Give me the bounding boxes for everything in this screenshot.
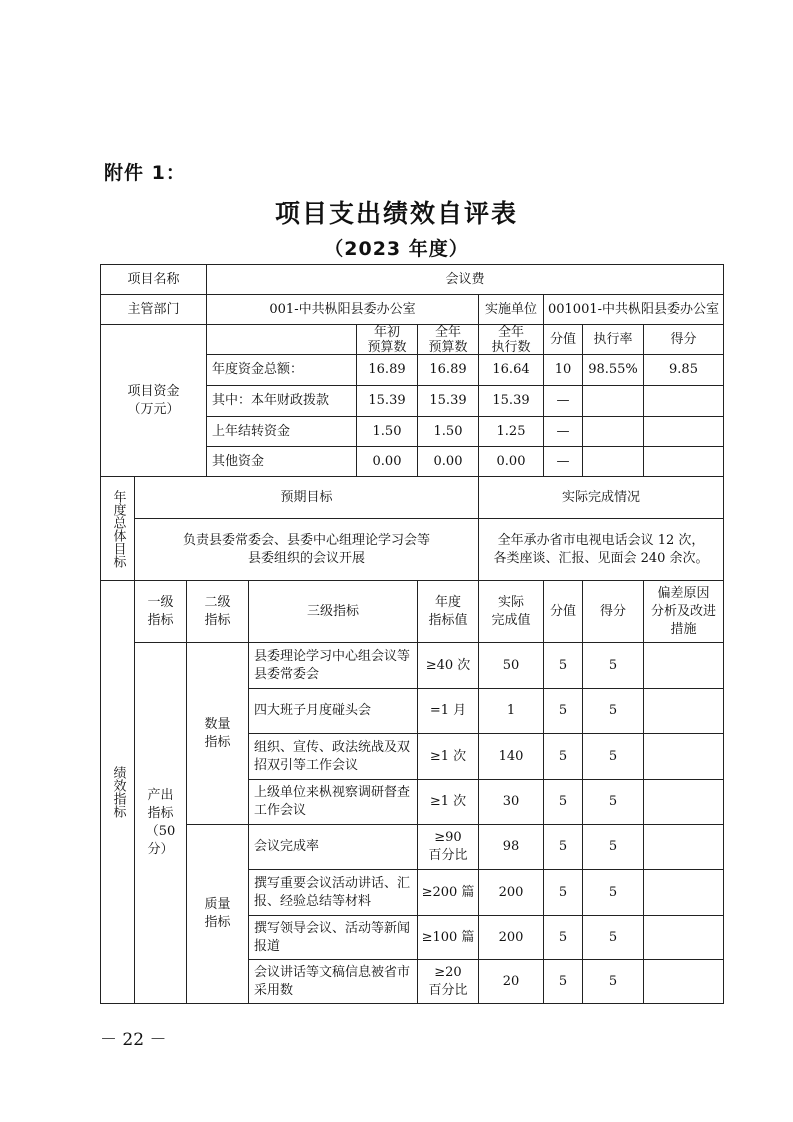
impl-unit-value: 001001-中共枞阳县委办公室 — [543, 294, 724, 325]
indicator-row-7-target: ≥20 百分比 — [417, 959, 479, 1004]
funds-row-0-score: 9.85 — [643, 354, 724, 386]
indicator-row-0-score: 5 — [582, 642, 644, 689]
year-subtitle: （2023 年度） — [324, 238, 469, 260]
indicator-header-7: 偏差原因 分析及改进 措施 — [643, 580, 724, 643]
funds-row-2-score_value: — — [543, 416, 583, 447]
funds-row-3-annual: 0.00 — [417, 446, 479, 477]
dept-value: 001-中共枞阳县委办公室 — [206, 294, 479, 325]
funds-row-0-annual: 16.89 — [417, 354, 479, 386]
funds-row-1-annual: 15.39 — [417, 385, 479, 417]
indicator-row-5-name: 撰写重要会议活动讲话、汇报、经验总结等材料 — [248, 869, 418, 916]
indicator-row-1-value: 5 — [543, 688, 583, 734]
indicator-row-1-name: 四大班子月度碰头会 — [248, 688, 418, 734]
funds-row-3-score — [643, 446, 724, 477]
indicator-row-1-score: 5 — [582, 688, 644, 734]
indicator-row-7-value: 5 — [543, 959, 583, 1004]
funds-row-1-score — [643, 385, 724, 417]
indicator-row-4-target: ≥90 百分比 — [417, 824, 479, 870]
funds-header-3: 分值 — [543, 324, 583, 355]
funds-row-2-rate — [582, 416, 644, 447]
indicator-row-3-actual: 30 — [478, 779, 544, 825]
indicator-row-3-note — [643, 779, 724, 825]
funds-row-3-label: 其他资金 — [206, 446, 357, 477]
funds-row-3-rate — [582, 446, 644, 477]
funds-row-1-initial: 15.39 — [356, 385, 418, 417]
indicator-header-1: 二级 指标 — [186, 580, 249, 643]
indicator-row-4-value: 5 — [543, 824, 583, 870]
indicator-row-6-score: 5 — [582, 915, 644, 960]
project-name-label: 项目名称 — [100, 264, 207, 295]
indicator-row-4-name: 会议完成率 — [248, 824, 418, 870]
funds-row-0-score_value: 10 — [543, 354, 583, 386]
indicator-header-6: 得分 — [582, 580, 644, 643]
funds-row-2-initial: 1.50 — [356, 416, 418, 447]
funds-header-1: 全年 预算数 — [417, 324, 479, 355]
funds-row-2-label: 上年结转资金 — [206, 416, 357, 447]
indicators-label: 绩效指标 — [100, 580, 135, 1004]
level1-output: 产出 指标 （50 分） — [134, 642, 187, 1004]
goals-label: 年度总体目标 — [100, 476, 135, 581]
dept-label: 主管部门 — [100, 294, 207, 325]
funds-row-1-executed: 15.39 — [478, 385, 544, 417]
funds-row-0-label: 年度资金总额： — [206, 354, 357, 386]
indicator-header-3: 年度 指标值 — [417, 580, 479, 643]
indicator-row-6-target: ≥100 篇 — [417, 915, 479, 960]
indicator-row-2-note — [643, 733, 724, 780]
indicator-row-6-actual: 200 — [478, 915, 544, 960]
funds-header-0: 年初 预算数 — [356, 324, 418, 355]
indicator-row-0-note — [643, 642, 724, 689]
indicator-row-2-name: 组织、宣传、政法统战及双招双引等工作会议 — [248, 733, 418, 780]
indicator-row-7-actual: 20 — [478, 959, 544, 1004]
goals-actual: 全年承办省市电视电话会议 12 次， 各类座谈、汇报、见面会 240 余次。 — [478, 518, 724, 581]
funds-row-0-executed: 16.64 — [478, 354, 544, 386]
indicator-row-2-value: 5 — [543, 733, 583, 780]
funds-row-2-executed: 1.25 — [478, 416, 544, 447]
level2-quantity: 数量 指标 — [186, 642, 249, 825]
goals-expected-header: 预期目标 — [134, 476, 479, 519]
indicator-row-6-name: 撰写领导会议、活动等新闻报道 — [248, 915, 418, 960]
funds-row-0-rate: 98.55% — [582, 354, 644, 386]
indicator-row-1-target: =1 月 — [417, 688, 479, 734]
funds-header-blank — [206, 324, 357, 355]
funds-row-3-executed: 0.00 — [478, 446, 544, 477]
funds-row-1-label: 其中：本年财政拨款 — [206, 385, 357, 417]
indicator-row-7-note — [643, 959, 724, 1004]
page-title: 项目支出绩效自评表 — [274, 199, 518, 228]
indicator-row-5-score: 5 — [582, 869, 644, 916]
funds-header-2: 全年 执行数 — [478, 324, 544, 355]
indicator-row-0-name: 县委理论学习中心组会议等县委常委会 — [248, 642, 418, 689]
indicator-header-2: 三级指标 — [248, 580, 418, 643]
indicator-header-4: 实际 完成值 — [478, 580, 544, 643]
indicator-row-1-actual: 1 — [478, 688, 544, 734]
indicator-row-2-target: ≥1 次 — [417, 733, 479, 780]
indicator-row-4-actual: 98 — [478, 824, 544, 870]
page-number: － 22 － — [100, 1030, 167, 1050]
indicator-row-3-score: 5 — [582, 779, 644, 825]
indicator-row-1-note — [643, 688, 724, 734]
funds-label: 项目资金 （万元） — [100, 324, 207, 477]
level2-quality: 质量 指标 — [186, 824, 249, 1004]
indicator-row-3-value: 5 — [543, 779, 583, 825]
indicator-row-7-score: 5 — [582, 959, 644, 1004]
funds-row-3-score_value: — — [543, 446, 583, 477]
indicator-row-5-target: ≥200 篇 — [417, 869, 479, 916]
indicator-header-0: 一级 指标 — [134, 580, 187, 643]
indicator-row-2-score: 5 — [582, 733, 644, 780]
funds-header-5: 得分 — [643, 324, 724, 355]
funds-row-2-score — [643, 416, 724, 447]
funds-row-1-score_value: — — [543, 385, 583, 417]
funds-row-2-annual: 1.50 — [417, 416, 479, 447]
indicator-row-3-name: 上级单位来枞视察调研督查工作会议 — [248, 779, 418, 825]
impl-unit-label: 实施单位 — [478, 294, 544, 325]
indicator-row-4-note — [643, 824, 724, 870]
goals-actual-header: 实际完成情况 — [478, 476, 724, 519]
indicator-row-0-target: ≥40 次 — [417, 642, 479, 689]
indicator-row-3-target: ≥1 次 — [417, 779, 479, 825]
indicator-row-5-value: 5 — [543, 869, 583, 916]
funds-row-1-rate — [582, 385, 644, 417]
indicator-row-2-actual: 140 — [478, 733, 544, 780]
indicator-header-5: 分值 — [543, 580, 583, 643]
attachment-label: 附件 1： — [104, 162, 186, 184]
indicator-row-0-actual: 50 — [478, 642, 544, 689]
project-name-value: 会议费 — [206, 264, 724, 295]
indicator-row-6-note — [643, 915, 724, 960]
indicator-row-5-note — [643, 869, 724, 916]
indicator-row-4-score: 5 — [582, 824, 644, 870]
goals-expected: 负责县委常委会、县委中心组理论学习会等 县委组织的会议开展 — [134, 518, 479, 581]
funds-row-0-initial: 16.89 — [356, 354, 418, 386]
indicator-row-7-name: 会议讲话等文稿信息被省市采用数 — [248, 959, 418, 1004]
indicator-row-0-value: 5 — [543, 642, 583, 689]
funds-row-3-initial: 0.00 — [356, 446, 418, 477]
funds-header-4: 执行率 — [582, 324, 644, 355]
indicator-row-6-value: 5 — [543, 915, 583, 960]
indicator-row-5-actual: 200 — [478, 869, 544, 916]
